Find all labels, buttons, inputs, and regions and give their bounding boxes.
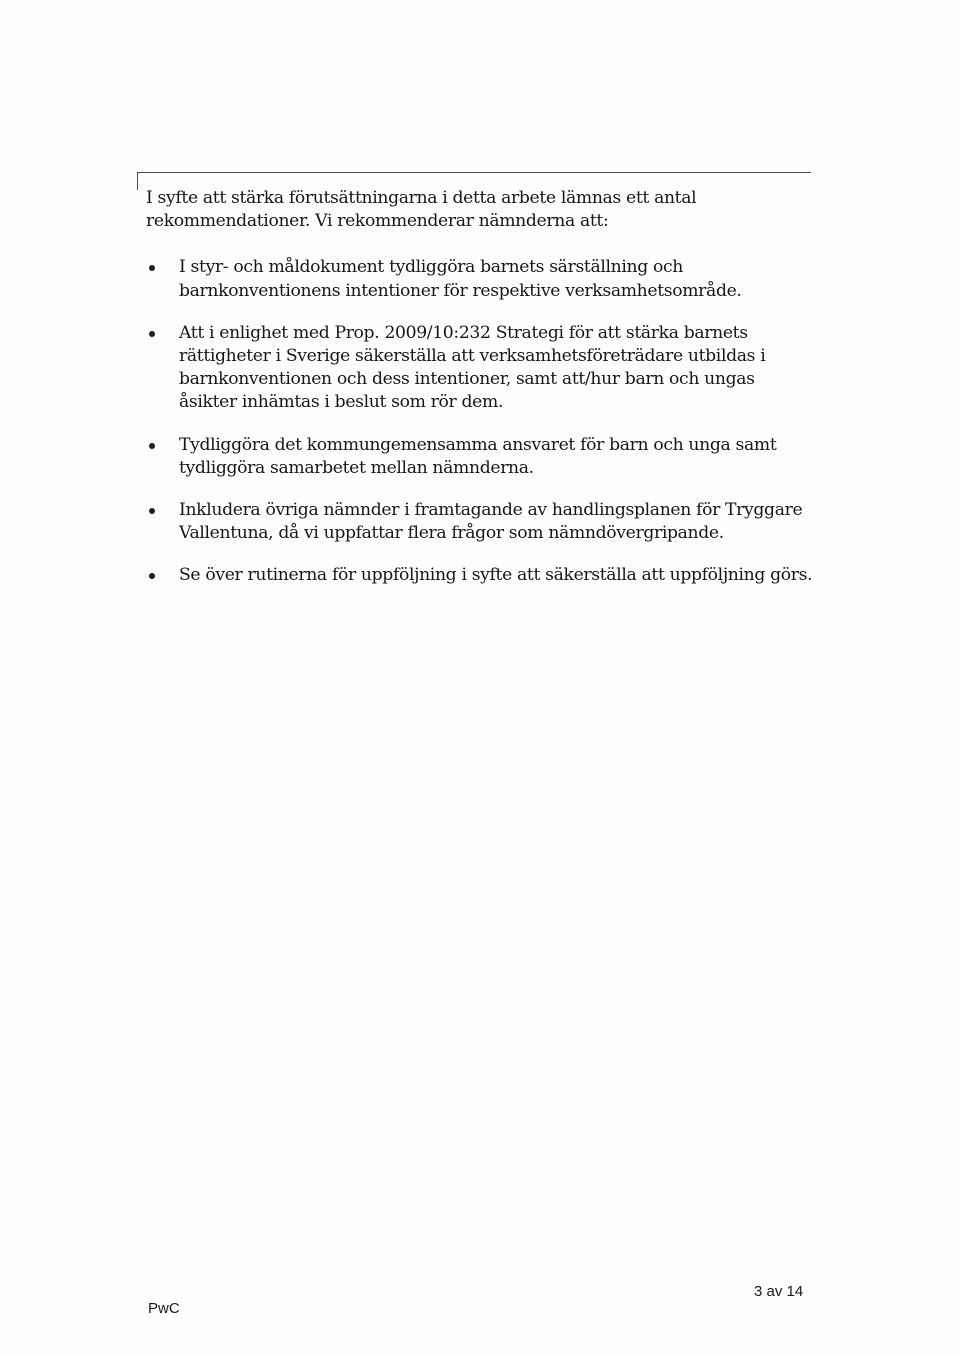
bullet-icon xyxy=(149,331,155,337)
bullet-icon xyxy=(149,508,155,514)
recommendation-text: Tydliggöra det kommungemensamma ansvaret för barn och unga samt tydliggöra samarbetet mellan nämnderna. xyxy=(179,434,777,478)
bullet-icon xyxy=(149,573,155,579)
footer-brand: PwC xyxy=(148,1300,180,1317)
intro-paragraph: I syfte att stärka förutsättningarna i detta arbete lämnas ett antal rekommendationer. Vi rekommenderar nämnderna att: xyxy=(146,188,697,232)
header-corner-mark xyxy=(137,172,138,190)
recommendation-text: Se över rutinerna för uppföljning i syfte att säkerställa att uppföljning görs. xyxy=(179,565,813,586)
recommendation-text: Att i enlighet med Prop. 2009/10:232 Strategi för att stärka barnets rättigheter i Sverige säkerställa att verksamhetsföreträdare utbildas i barnkonventionen och dess intentioner, samt att/hur barn och ungas åsikter inhämtas i beslut som rör dem. xyxy=(179,322,766,413)
list-item xyxy=(146,564,814,587)
list-item xyxy=(146,322,814,415)
list-item xyxy=(146,256,814,302)
page-number: 3 av 14 xyxy=(754,1283,804,1300)
header-rule xyxy=(137,172,811,173)
recommendation-text: Inkludera övriga nämnder i framtagande av handlingsplanen för Tryggare Vallentuna, då vi uppfattar flera frågor som nämndövergripande. xyxy=(179,500,803,544)
list-item xyxy=(146,434,814,480)
recommendation-text: I styr- och måldokument tydliggöra barnets särställning och barnkonventionens intentioner för respektive verksamhetsområde. xyxy=(179,257,742,301)
bullet-icon xyxy=(149,265,155,271)
bullet-icon xyxy=(149,443,155,449)
recommendation-list xyxy=(146,256,814,587)
document-body xyxy=(146,187,814,588)
list-item xyxy=(146,499,814,545)
